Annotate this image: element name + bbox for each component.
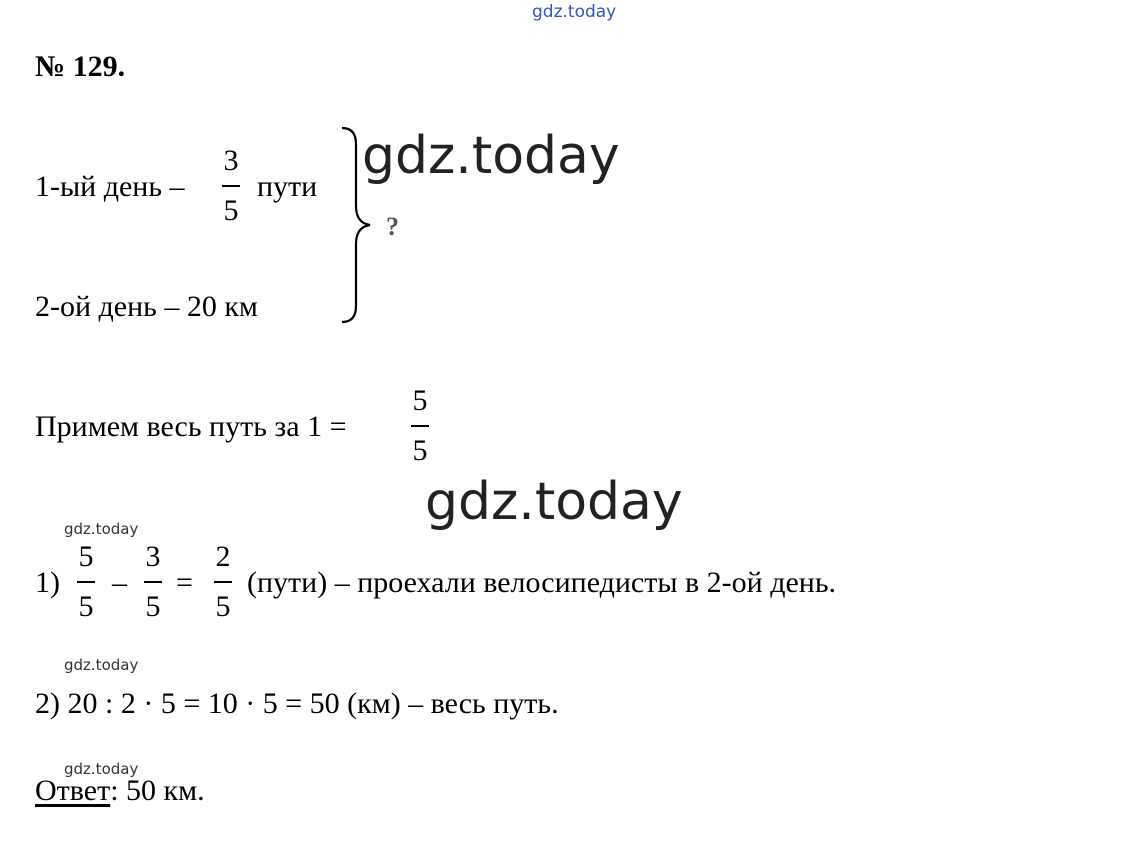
assumption-text: Примем весь путь за 1 = (35, 410, 347, 443)
fraction-numerator: 5 (78, 540, 94, 573)
fraction-denominator: 5 (78, 590, 94, 623)
question-mark: ? (386, 212, 399, 241)
fraction-numerator: 5 (412, 384, 428, 417)
step1-index: 1) (35, 566, 60, 599)
answer-label: Ответ (35, 774, 111, 807)
day1-fraction (219, 146, 243, 226)
watermark-large: gdz.today (362, 126, 620, 186)
minus-sign: – (112, 566, 127, 599)
fraction-bar (411, 425, 429, 427)
watermark-small: gdz.today (64, 760, 139, 778)
day1-suffix: пути (257, 170, 318, 203)
fraction-numerator: 3 (145, 540, 161, 573)
fraction-bar (144, 581, 162, 583)
fraction-denominator: 5 (145, 590, 161, 623)
fraction-bar (222, 185, 240, 187)
fraction-bar (77, 581, 95, 583)
step1-text: (пути) – проехали велосипедисты в 2-ой день. (247, 566, 837, 599)
fraction-denominator: 5 (412, 434, 428, 467)
fraction-denominator: 5 (223, 194, 239, 227)
assumption-fraction (408, 386, 432, 466)
header-watermark: gdz.today (532, 2, 617, 22)
fraction-numerator: 3 (223, 144, 239, 177)
step1-fraction-c (211, 542, 235, 622)
fraction-denominator: 5 (215, 590, 231, 623)
step1-fraction-b (141, 542, 165, 622)
equals-sign: = (176, 566, 193, 599)
answer-text: : 50 км. (110, 774, 205, 807)
answer-line (35, 776, 205, 806)
fraction-bar (214, 581, 232, 583)
fraction-numerator: 2 (215, 540, 231, 573)
day2-label: 2-ой день – 20 км (35, 290, 258, 323)
day1-label: 1-ый день – (35, 170, 185, 203)
watermark-large: gdz.today (425, 472, 683, 532)
step2-text: 2) 20 : 2 · 5 = 10 · 5 = 50 (км) – весь путь. (35, 687, 559, 720)
watermark-small: gdz.today (64, 656, 139, 674)
step1-fraction-a (74, 542, 98, 622)
problem-number: № 129. (35, 50, 126, 83)
watermark-small: gdz.today (64, 520, 139, 538)
